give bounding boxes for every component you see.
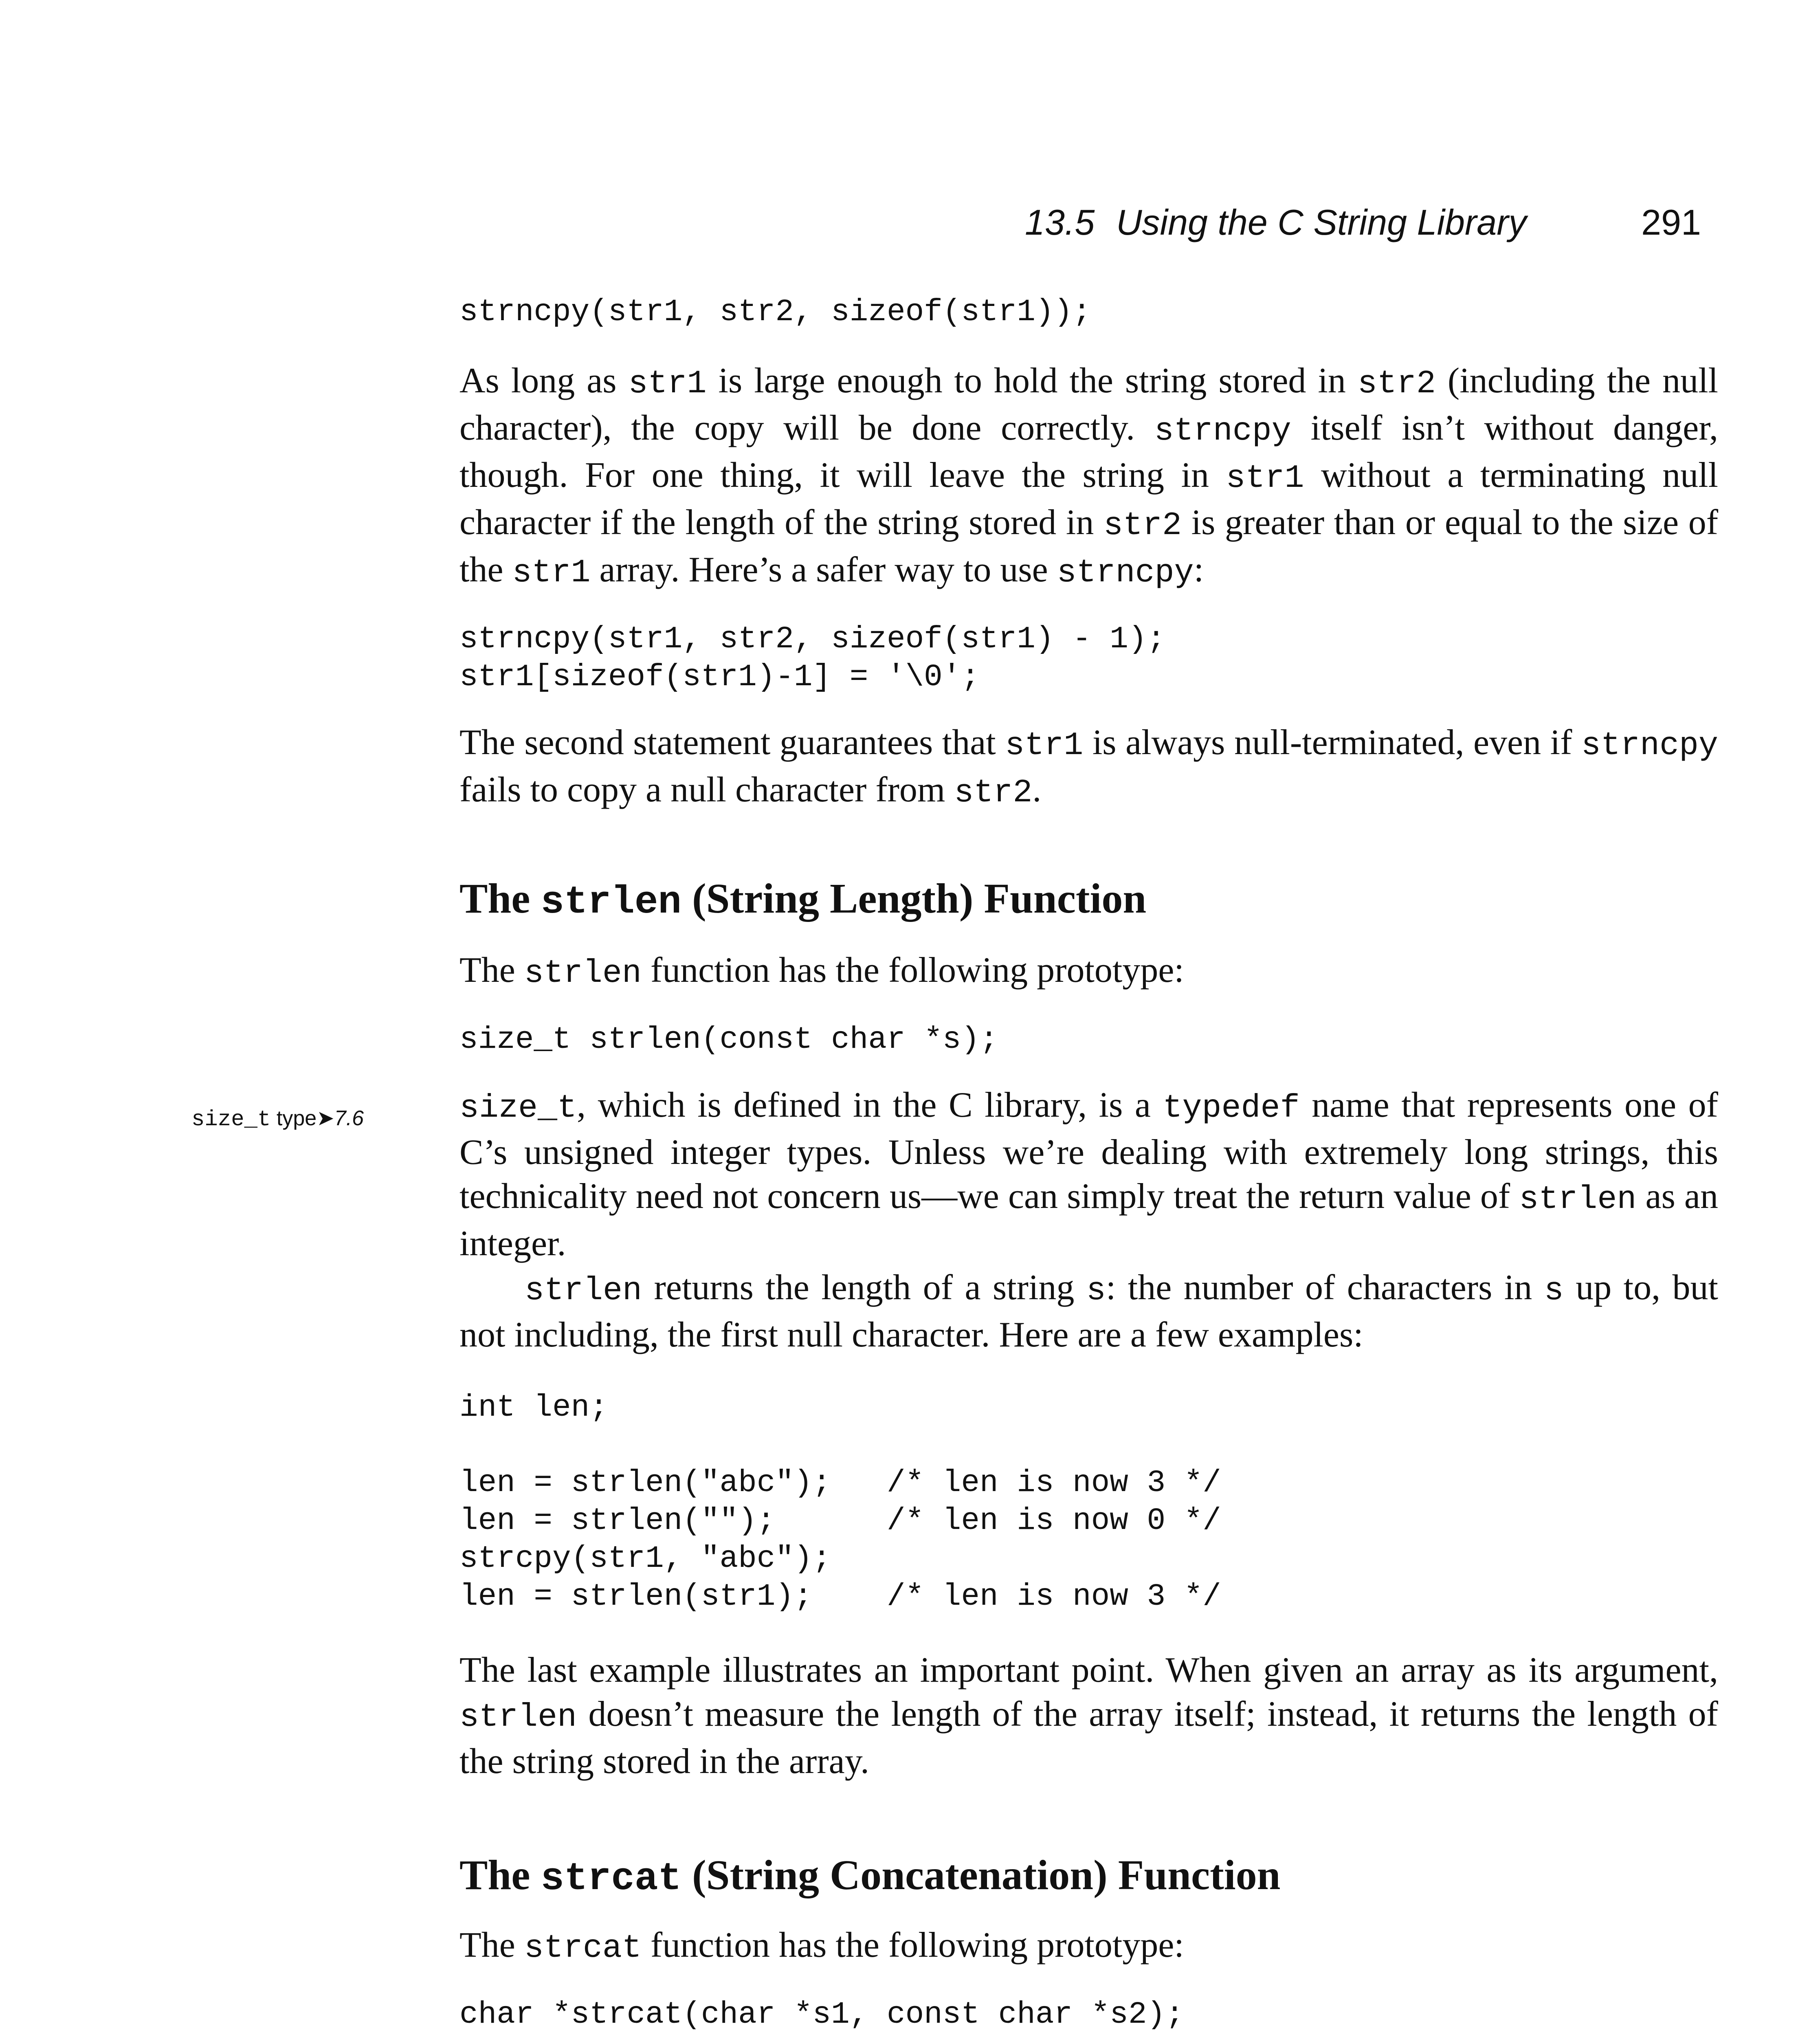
code-strncpy-call: strncpy(str1, str2, sizeof(str1)); [459, 295, 1091, 330]
heading-strlen: The strlen (String Length) Function [459, 875, 1147, 924]
paragraph-last-example: The last example illustrates an important point. When given an array as its argument, strlen doesn’t measure the length of the array itself; instead, it returns the length of the string stored in the array. [459, 1650, 1718, 1781]
section-number: 13.5 [1025, 202, 1095, 242]
page-content [459, 293, 1718, 2037]
heading-strcat: The strcat (String Concatenation) Function [459, 1852, 1281, 1901]
code-int-len: int len; [459, 1390, 608, 1425]
margin-label: type [276, 1106, 317, 1130]
paragraph-strncpy-danger: As long as str1 is large enough to hold the string stored in str2 (including the null character), the copy will be done correctly. strncpy itself isn’t without danger, though. For one thing, it will leave the string in str1 without a terminating null character if the length of the string stored in str2 is greater than or equal to the size of the str1 array. Here’s a safer way to use strncpy: [459, 361, 1718, 592]
code-strlen-prototype: size_t strlen(const char *s); [459, 1022, 998, 1057]
running-header [448, 202, 1701, 251]
margin-arrow-icon: ➤ [317, 1106, 334, 1130]
page-number: 291 [1641, 202, 1701, 242]
code-strcat-prototype: char *strcat(char *s1, const char *s2); [459, 1997, 1184, 2032]
paragraph-strcat-prototype-intro: The strcat function has the following prototype: [459, 1925, 1184, 1967]
section-title: Using the C String Library [1116, 202, 1527, 242]
paragraph-strlen-returns: strlen returns the length of a string s: the number of characters in s up to, but not including, the first null character. Here are a few examples: [459, 1268, 1718, 1355]
code-safer-strncpy: strncpy(str1, str2, sizeof(str1) - 1); str1[sizeof(str1)-1] = '\0'; [459, 622, 1166, 695]
paragraph-null-terminated: The second statement guarantees that str1 is always null-terminated, even if strncpy fails to copy a null character from str2. [459, 723, 1718, 812]
paragraph-size-t: size_t, which is defined in the C library, is a typedef name that represents one of C’s unsigned integer types. Unless we’re dealing with extremely long strings, this technicality need not concern us—we can simply treat the return value of strlen as an integer. [459, 1085, 1718, 1263]
margin-term: size_t [191, 1107, 271, 1132]
code-strlen-examples: len = strlen("abc"); /* len is now 3 */ len = strlen(""); /* len is now 0 */ strcpy(str1, "abc"); len = strlen(str1); /* len is now 3 */ [459, 1465, 1221, 1614]
margin-ref: 7.6 [334, 1106, 364, 1130]
paragraph-strlen-prototype-intro: The strlen function has the following prototype: [459, 950, 1184, 992]
margin-cross-reference [191, 1106, 364, 1132]
